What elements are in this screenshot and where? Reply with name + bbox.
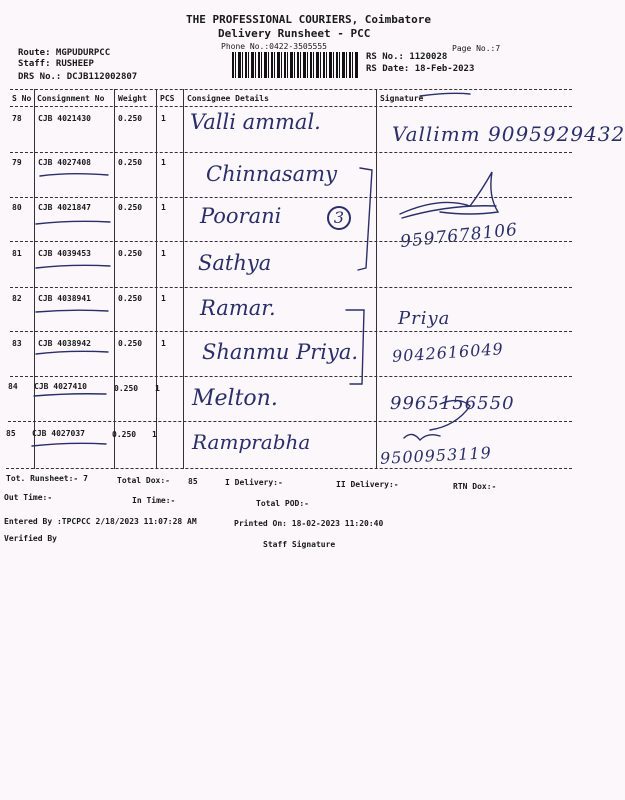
row-pcs: 1 (161, 158, 166, 167)
consignee-name-handwritten: Shanmu Priya. (202, 340, 359, 364)
col-weight: Weight (118, 94, 147, 103)
consignee-name-handwritten: Ramprabha (192, 430, 311, 454)
out-time: Out Time:- (4, 493, 53, 502)
consignee-name-handwritten: Chinnasamy (206, 162, 337, 186)
consignee-name-handwritten: Melton. (192, 386, 278, 411)
col-pcs: PCS (160, 94, 175, 103)
printed-on: Printed On: 18-02-2023 11:20:40 (234, 519, 384, 528)
row-pcs: 1 (161, 203, 166, 212)
total-dox-label: Total Dox:- (117, 476, 170, 485)
row-sno: 78 (12, 114, 22, 123)
row-consignment: CJB 4039453 (38, 249, 91, 258)
row-consignment: CJB 4021430 (38, 114, 91, 123)
row-weight: 0.250 (118, 294, 143, 303)
recipient-signature: 9965156550 (390, 393, 515, 414)
consignee-name-handwritten: Sathya (198, 251, 272, 275)
row-sno: 82 (12, 294, 22, 303)
row-weight: 0.250 (118, 339, 143, 348)
recipient-signature: Vallimm 9095929432 (392, 122, 625, 146)
company-name: THE PROFESSIONAL COURIERS, Coimbatore (186, 13, 432, 26)
recipient-signature: 9042616049 (391, 339, 505, 366)
row-consignment: CJB 4027410 (34, 382, 87, 391)
row-consignment: CJB 4038942 (38, 339, 91, 348)
row-weight: 0.250 (114, 384, 139, 393)
total-pod: Total POD:- (256, 499, 309, 508)
total-dox-value: 85 (188, 477, 198, 486)
row-pcs: 1 (161, 339, 166, 348)
staff: Staff: RUSHEEP (18, 59, 94, 69)
consignee-name-handwritten: Poorani (200, 204, 282, 228)
row-pcs: 1 (161, 294, 166, 303)
row-sno: 85 (6, 429, 16, 438)
recipient-signature: 9597678106 (399, 219, 519, 253)
drs-number: DRS No.: DCJB112002807 (18, 72, 138, 82)
row-weight: 0.250 (118, 203, 143, 212)
row-pcs: 1 (155, 384, 160, 393)
rs-date: RS Date: 18-Feb-2023 (366, 64, 475, 74)
circled-mark: 3 (327, 206, 351, 230)
verified-by: Verified By (4, 534, 57, 543)
row-weight: 0.250 (118, 249, 143, 258)
row-weight: 0.250 (112, 430, 137, 439)
row-pcs: 1 (161, 249, 166, 258)
document-title: Delivery Runsheet - PCC (218, 27, 371, 40)
row-sno: 79 (12, 158, 22, 167)
row-sno: 80 (12, 203, 22, 212)
row-weight: 0.250 (118, 114, 143, 123)
col-consignment: Consignment No (37, 94, 105, 103)
row-sno: 84 (8, 382, 18, 391)
consignee-name-handwritten: Valli ammal. (190, 110, 321, 134)
row-consignment: CJB 4027037 (32, 429, 85, 438)
col-consignee: Consignee Details (187, 94, 269, 103)
row-consignment: CJB 4038941 (38, 294, 91, 303)
in-time: In Time:- (132, 496, 176, 505)
rs-number: RS No.: 1120028 (366, 52, 448, 62)
row-sno: 81 (12, 249, 22, 258)
recipient-signature: 9500953119 (379, 443, 493, 468)
row-consignment: CJB 4021847 (38, 203, 91, 212)
page-number: Page No.:7 (452, 44, 501, 53)
consignee-name-handwritten: Ramar. (200, 296, 276, 320)
row-pcs: 1 (161, 114, 166, 123)
entered-by: Entered By :TPCPCC 2/18/2023 11:07:28 AM (4, 517, 197, 526)
route: Route: MGPUDURPCC (18, 48, 111, 58)
rtn-dox: RTN Dox:- (453, 482, 497, 491)
row-consignment: CJB 4027408 (38, 158, 91, 167)
row-weight: 0.250 (118, 158, 143, 167)
phone-number: Phone No.:0422-3505555 (221, 42, 327, 51)
col-sno: S No (12, 94, 32, 103)
total-runsheet: Tot. Runsheet:- 7 (6, 474, 88, 483)
recipient-signature: Priya (398, 308, 451, 329)
col-signature: Signature (380, 94, 424, 103)
ii-delivery: II Delivery:- (336, 480, 399, 489)
row-sno: 83 (12, 339, 22, 348)
row-pcs: 1 (152, 430, 157, 439)
staff-signature: Staff Signature (263, 540, 336, 549)
i-delivery: I Delivery:- (225, 478, 283, 487)
